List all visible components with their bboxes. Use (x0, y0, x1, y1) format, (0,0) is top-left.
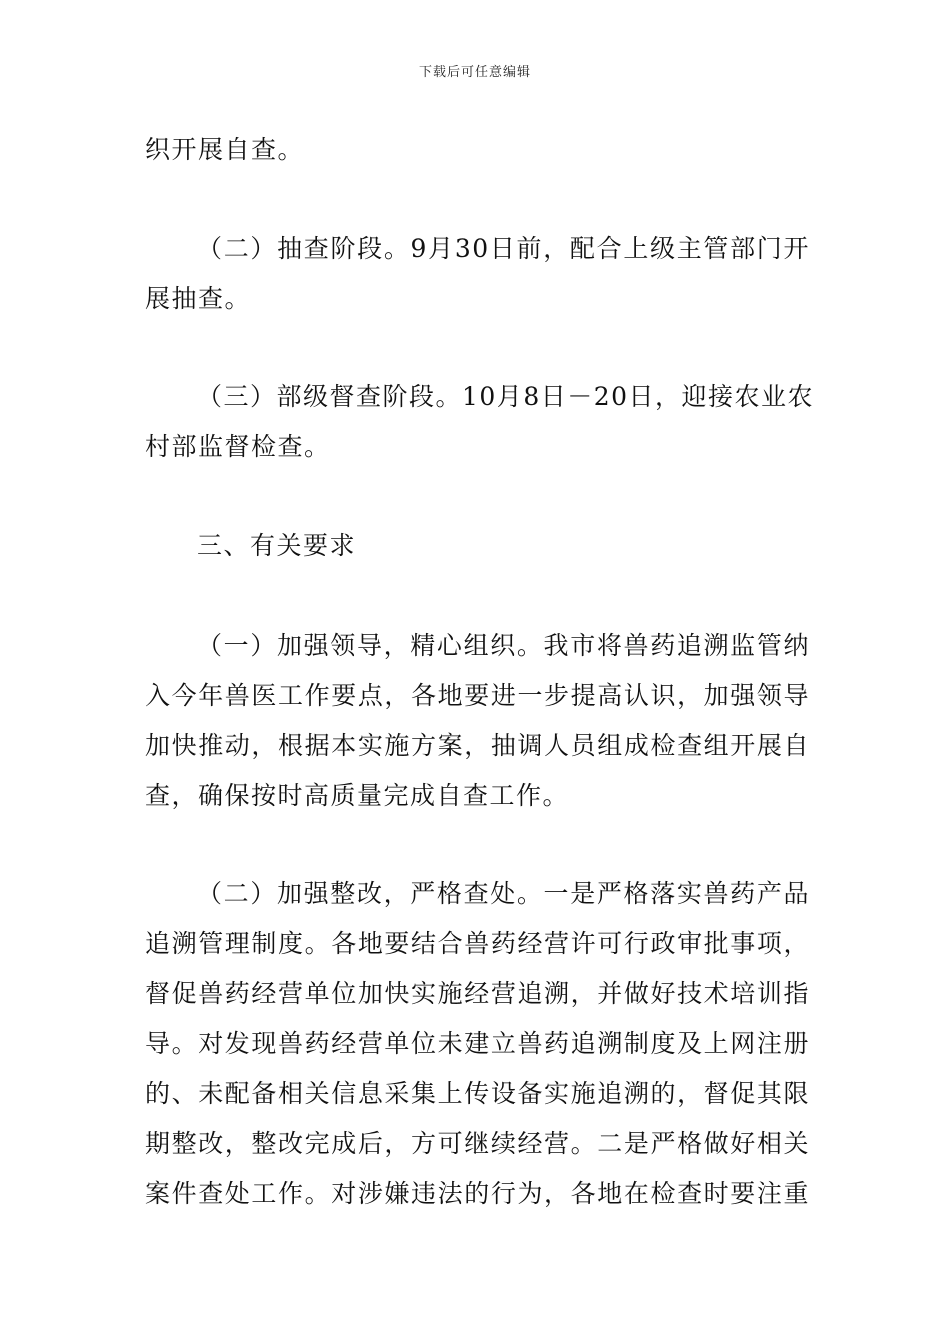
text-line: 入今年兽医工作要点，各地要进一步提高认识，加强领导 (145, 681, 810, 710)
paragraph (145, 372, 815, 472)
text-line: 织开展自查。 (145, 135, 305, 164)
section-heading (145, 521, 810, 571)
text-line: （二）加强整改，严格查处。一是严格落实兽药产品 (197, 879, 810, 908)
paragraph (145, 621, 810, 821)
heading-line: 三、有关要求 (197, 531, 357, 560)
text-line: 展抽查。 (145, 284, 252, 313)
text-line: 村部监督检查。 (145, 432, 331, 461)
text-line: （一）加强领导，精心组织。我市将兽药追溯监管纳 (197, 631, 810, 660)
text-line: 的、未配备相关信息采集上传设备实施追溯的，督促其限 (145, 1079, 810, 1108)
text-line: 查，确保按时高质量完成自查工作。 (145, 781, 570, 810)
text-line: 导。对发现兽药经营单位未建立兽药追溯制度及上网注册 (145, 1029, 810, 1058)
text-line: 期整改，整改完成后，方可继续经营。二是严格做好相关 (145, 1129, 810, 1158)
text-line: 加快推动，根据本实施方案，抽调人员组成检查组开展自 (145, 731, 810, 760)
paragraph (145, 869, 810, 1219)
text-line: （二）抽查阶段。9月30日前，配合上级主管部门开 (197, 234, 810, 263)
paragraph (145, 224, 810, 324)
text-line: 案件查处工作。对涉嫌违法的行为，各地在检查时要注重 (145, 1179, 810, 1208)
text-line: 追溯管理制度。各地要结合兽药经营许可行政审批事项， (145, 929, 810, 958)
page-header-note: 下载后可任意编辑 (418, 65, 531, 80)
paragraph (145, 125, 810, 175)
text-line: （三）部级督查阶段。10月8日－20日，迎接农业农 (197, 382, 815, 411)
text-line: 督促兽药经营单位加快实施经营追溯，并做好技术培训指 (145, 979, 810, 1008)
